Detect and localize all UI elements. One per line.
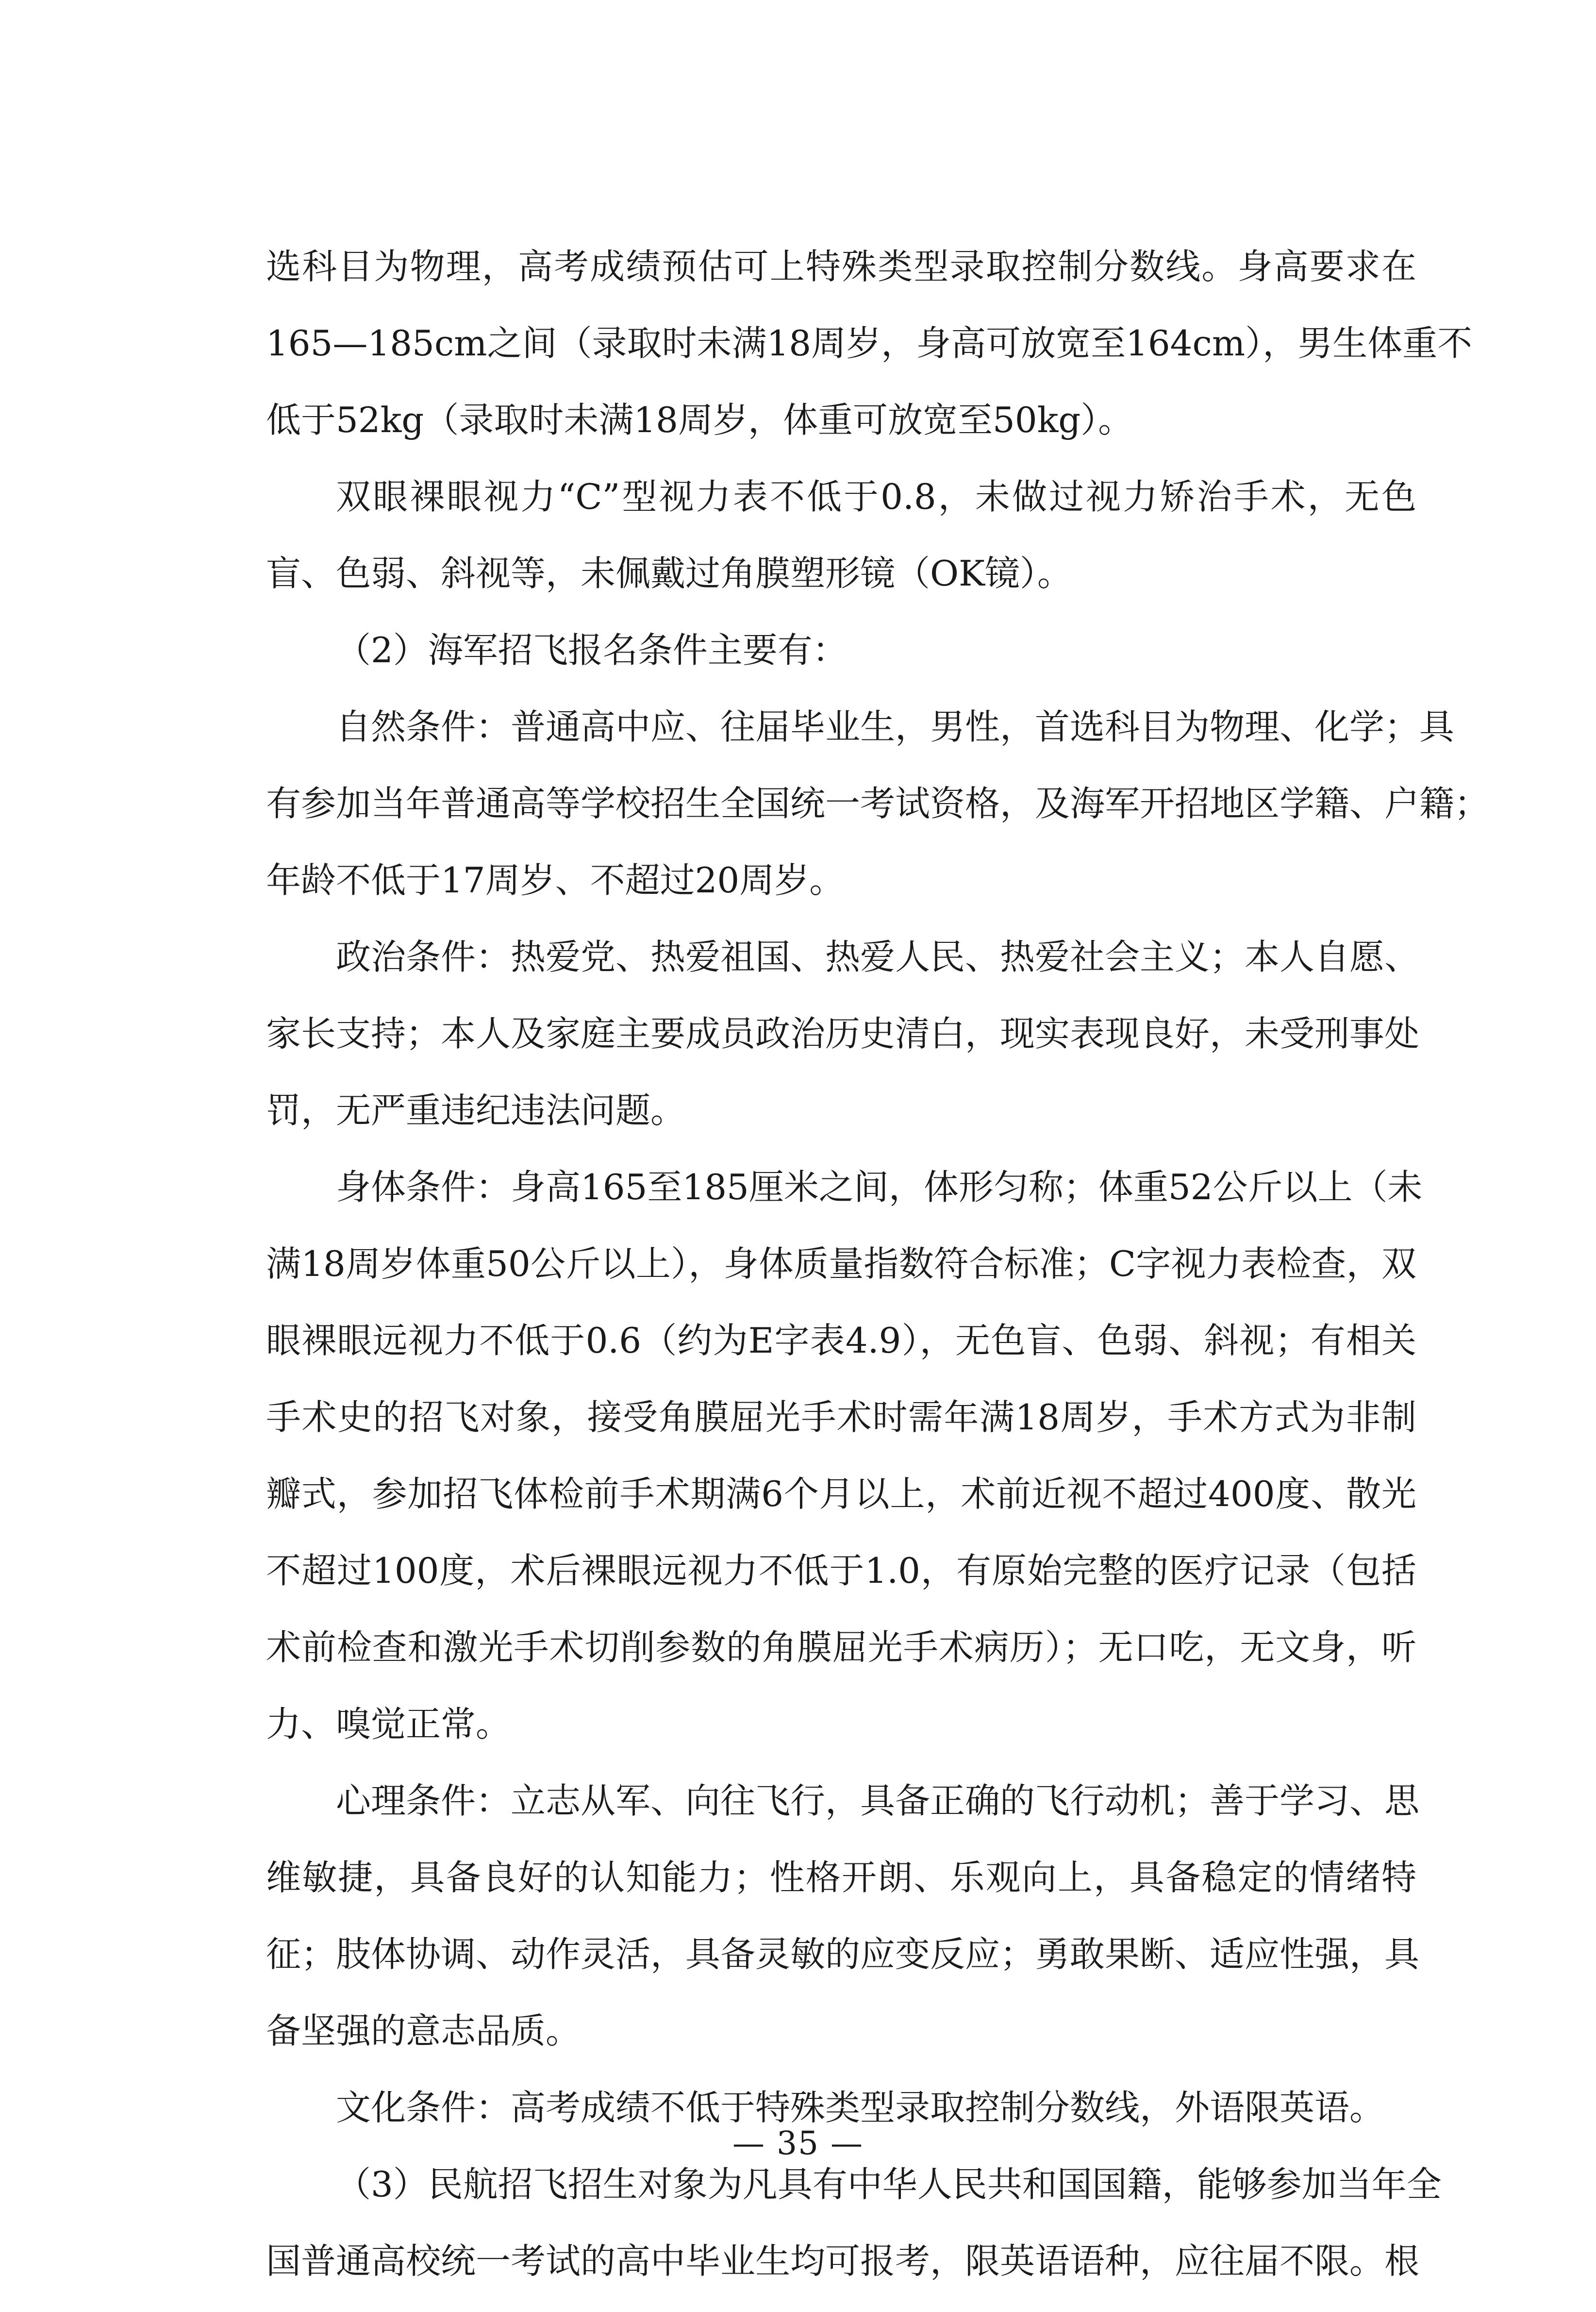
text-line: 罚，无严重违纪违法问题。 [266,1090,686,1131]
text-line: 年龄不低于17周岁、不超过20周岁。 [266,860,845,901]
text-line: 国普通高校统一考试的高中毕业生均可报考，限英语语种，应往届不限。根 [266,2241,1420,2281]
text-line: 有参加当年普通高等学校招生全国统一考试资格，及海军开招地区学籍、户籍； [266,783,1490,824]
text-line: 手术史的招飞对象，接受角膜屈光手术时需年满18周岁，手术方式为非制 [266,1397,1416,1438]
text-line: 政治条件：热爱党、热爱祖国、热爱人民、热爱社会主义；本人自愿、 [336,937,1420,977]
text-line: 盲、色弱、斜视等，未佩戴过角膜塑形镜（OK镜）。 [266,553,1072,594]
text-line: 自然条件：普通高中应、往届毕业生，男性，首选科目为物理、化学；具 [336,706,1455,747]
text-line: （3）民航招飞招生对象为凡具有中华人民共和国国籍，能够参加当年全 [336,2164,1442,2205]
text-line: 征；肢体协调、动作灵活，具备灵敏的应变反应；勇敢果断、适应性强，具 [266,1934,1420,1975]
text-line: 瓣式，参加招飞体检前手术期满6个月以上，术前近视不超过400度、散光 [266,1474,1416,1514]
text-line: 术前检查和激光手术切削参数的角膜屈光手术病历）；无口吃，无文身，听 [266,1627,1416,1668]
text-line: 不超过100度，术后裸眼远视力不低于1.0，有原始完整的医疗记录（包括 [266,1550,1416,1591]
text-line: 维敏捷，具备良好的认知能力；性格开朗、乐观向上，具备稳定的情绪特 [266,1857,1416,1898]
text-line: 备坚强的意志品质。 [266,2010,581,2051]
text-line: 低于52kg（录取时未满18周岁，体重可放宽至50kg）。 [266,400,1133,440]
text-line: 心理条件：立志从军、向往飞行，具备正确的飞行动机；善于学习、思 [336,1780,1420,1821]
body-text [266,228,1490,2299]
text-line: （2）海军招飞报名条件主要有： [336,630,848,670]
text-line: 165—185cm之间（录取时未满18周岁，身高可放宽至164cm），男生体重不 [266,323,1473,364]
text-line: 力、嗅觉正常。 [266,1704,511,1744]
text-line: 眼裸眼远视力不低于0.6（约为E字表4.9），无色盲、色弱、斜视；有相关 [266,1320,1416,1361]
text-line: 身体条件：身高165至185厘米之间，体形匀称；体重52公斤以上（未 [336,1167,1423,1207]
text-line: 满18周岁体重50公斤以上），身体质量指数符合标准；C字视力表检查，双 [266,1243,1416,1284]
text-line: 选科目为物理，高考成绩预估可上特殊类型录取控制分数线。身高要求在 [266,246,1416,287]
text-line: 双眼裸眼视力“C”型视力表不低于0.8，未做过视力矫治手术，无色 [336,476,1416,517]
text-line: 文化条件：高考成绩不低于特殊类型录取控制分数线，外语限英语。 [336,2087,1385,2128]
page-number: — 35 — [732,2125,864,2162]
text-line: 家长支持；本人及家庭主要成员政治历史清白，现实表现良好，未受刑事处 [266,1013,1420,1054]
